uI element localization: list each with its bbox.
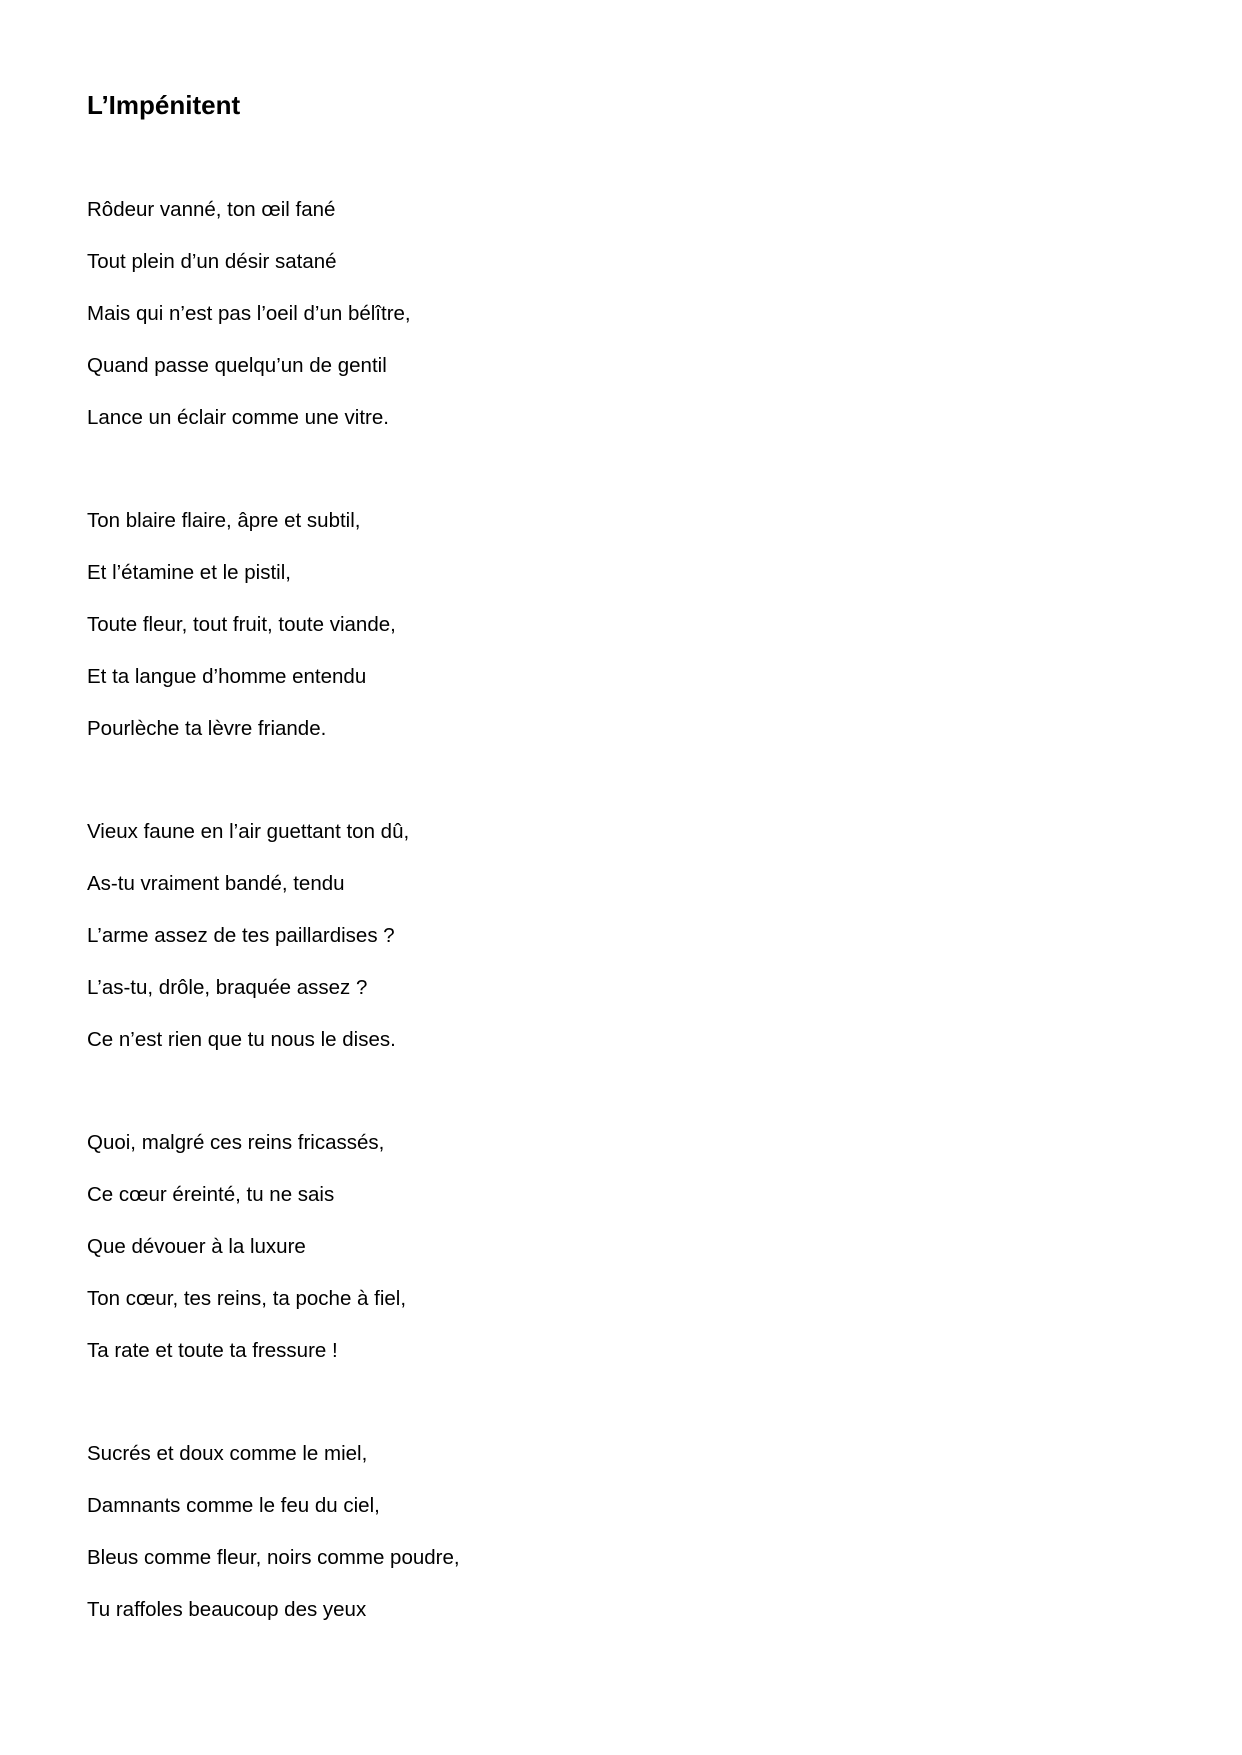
poem-line: L’arme assez de tes paillardises ? [87,924,395,947]
poem-line: Tu raffoles beaucoup des yeux [87,1598,367,1621]
poem-line: Bleus comme fleur, noirs comme poudre, [87,1546,460,1569]
poem-line: Pourlèche ta lèvre friande. [87,717,327,740]
poem-line: Ton cœur, tes reins, ta poche à fiel, [87,1287,407,1310]
poem-line: Toute fleur, tout fruit, toute viande, [87,613,396,636]
poem-line: Tout plein d’un désir satané [87,250,337,273]
poem-line: Et ta langue d’homme entendu [87,665,367,688]
poem-line: As-tu vraiment bandé, tendu [87,872,345,895]
poem-title: L’Impénitent [87,90,241,120]
poem-line: Quand passe quelqu’un de gentil [87,354,387,377]
poem-line: Ton blaire flaire, âpre et subtil, [87,509,361,532]
poem-line: Vieux faune en l’air guettant ton dû, [87,820,410,843]
poem-line: Lance un éclair comme une vitre. [87,406,389,429]
poem-line: Damnants comme le feu du ciel, [87,1494,380,1517]
poem-line: L’as-tu, drôle, braquée assez ? [87,976,368,999]
poem-line: Mais qui n’est pas l’oeil d’un bélître, [87,302,411,325]
poem-line: Quoi, malgré ces reins fricassés, [87,1131,385,1154]
poem-line: Et l’étamine et le pistil, [87,561,291,584]
poem-line: Que dévouer à la luxure [87,1235,306,1258]
poem-line: Ce cœur éreinté, tu ne sais [87,1183,335,1206]
poem-line: Rôdeur vanné, ton œil fané [87,198,336,221]
poem-line: Ce n’est rien que tu nous le dises. [87,1028,396,1051]
poem-line: Ta rate et toute ta fressure ! [87,1339,338,1362]
poem-line: Sucrés et doux comme le miel, [87,1442,368,1465]
